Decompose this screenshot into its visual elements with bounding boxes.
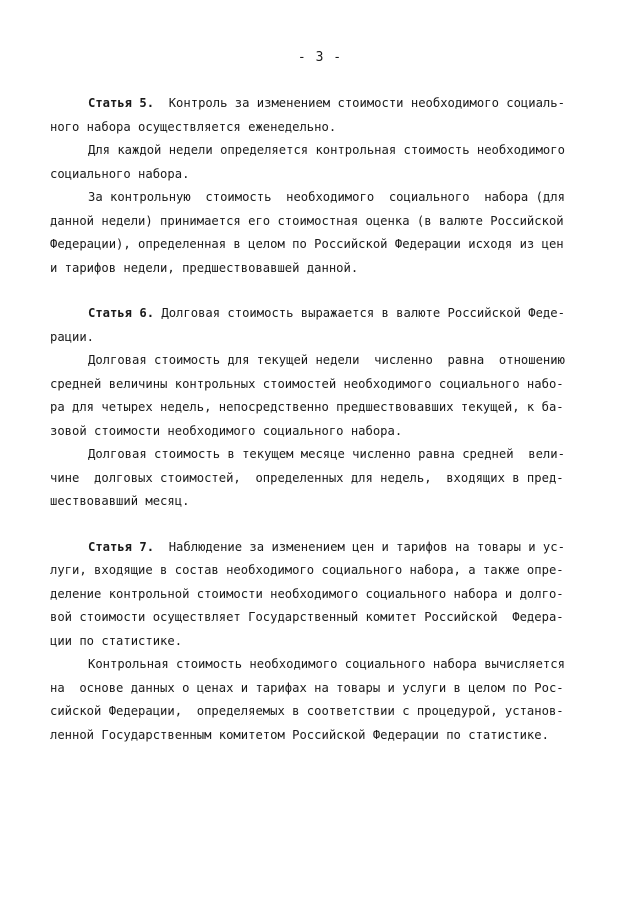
article-6-line-5: ра для четырех недель, непосредственно предшествовавших текущей, к ба- — [50, 400, 564, 414]
article-5-line-1: Контроль за изменением стоимости необходимого социаль- — [154, 96, 565, 110]
article-5 — [50, 92, 590, 280]
section-spacer — [50, 280, 590, 302]
article-5-line-5: За контрольную стоимость необходимого социального набора (для — [88, 190, 565, 204]
article-7-line-1: Наблюдение за изменением цен и тарифов на товары и ус- — [154, 539, 565, 554]
article-5-line-3: Для каждой недели определяется контрольная стоимость необходимого — [88, 143, 565, 157]
article-6-line-9: шествовавший месяц. — [50, 494, 190, 508]
article-5-line-2: ного набора осуществляется еженедельно. — [50, 119, 337, 134]
article-6-line-3: Долговая стоимость для текущей недели численно равна отношению — [88, 353, 565, 367]
article-6-line-8: чине долговых стоимостей, определенных для недель, входящих в пред- — [50, 470, 564, 485]
article-7-line-7: на основе данных о ценах и тарифах на товары и услуги в целом по Рос- — [50, 680, 564, 695]
document-body — [50, 92, 590, 747]
article-5-first-line — [50, 92, 590, 116]
article-6 — [50, 302, 590, 514]
article-7 — [50, 536, 590, 748]
article-6-line-6: зовой стоимости необходимого социального набора. — [50, 423, 403, 438]
section-spacer — [50, 514, 590, 536]
article-7-line-2: луги, входящие в состав необходимого социального набора, а также опре- — [50, 563, 564, 577]
article-5-line-6: данной недели) принимается его стоимостная оценка (в валюте Российской — [50, 213, 564, 228]
article-7-line-3: деление контрольной стоимости необходимого социального набора и долго- — [50, 586, 564, 601]
article-5-heading: Статья 5. — [88, 96, 155, 110]
article-5-line-4: социального набора. — [50, 166, 190, 181]
article-7-line-9: ленной Государственным комитетом Российской Федерации по статистике. — [50, 727, 549, 742]
article-7-line-8: сийской Федерации, определяемых в соответствии с процедурой, установ- — [50, 704, 564, 718]
article-7-first-line — [50, 536, 590, 560]
article-5-line-8: и тарифов недели, предшествовавшей данной. — [50, 260, 359, 275]
article-7-line-5: ции по статистике. — [50, 633, 183, 648]
article-5-line-7: Федерации), определенная в целом по Российской Федерации исходя из цен — [50, 237, 564, 251]
article-7-line-6: Контрольная стоимость необходимого социального набора вычисляется — [88, 657, 565, 671]
article-6-line-7: Долговая стоимость в текущем месяце численно равна средней вели- — [88, 447, 565, 461]
page-number: - 3 - — [297, 50, 343, 65]
article-7-heading: Статья 7. — [88, 539, 155, 554]
article-6-heading: Статья 6. — [88, 306, 155, 320]
article-6-line-2: рации. — [50, 329, 95, 344]
article-6-line-1: Долговая стоимость выражается в валюте Российской Феде- — [154, 306, 565, 320]
article-7-line-4: вой стоимости осуществляет Государственный комитет Российской Федера- — [50, 610, 564, 624]
article-6-line-4: средней величины контрольных стоимостей необходимого социального набо- — [50, 376, 564, 391]
article-6-first-line — [50, 302, 590, 326]
